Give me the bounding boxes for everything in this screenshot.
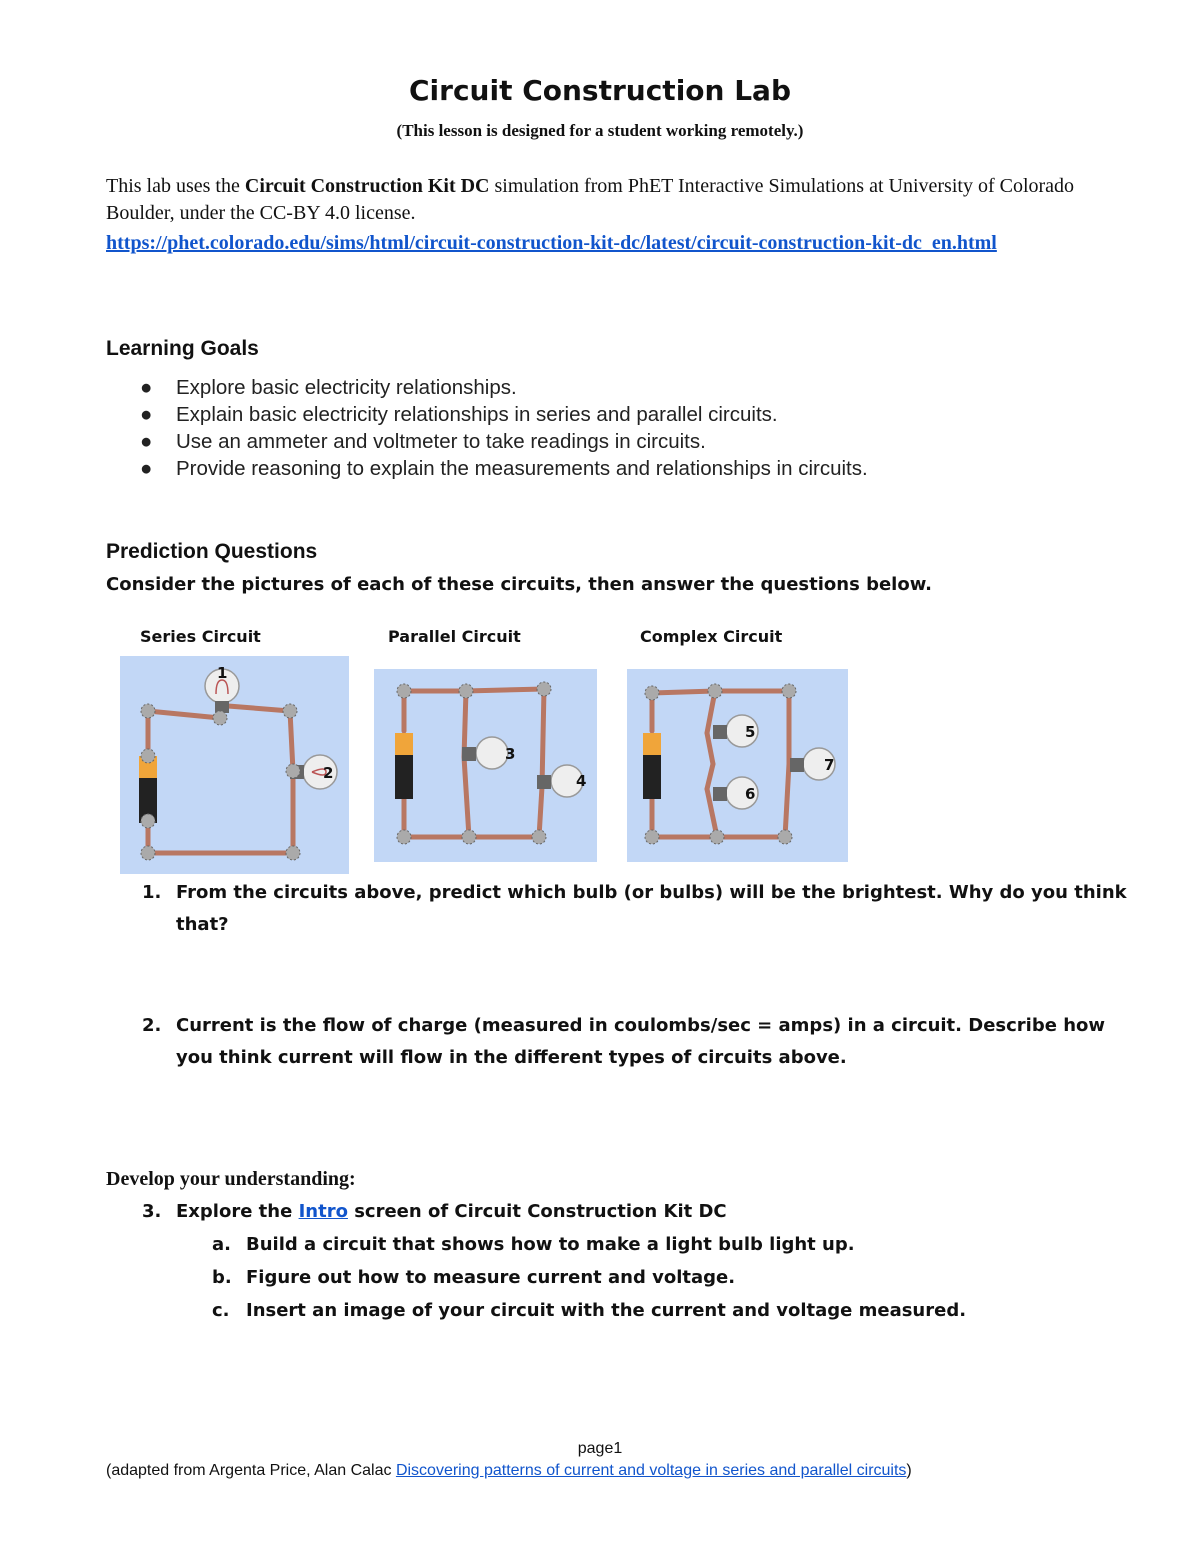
bulb-label: 2 (323, 764, 334, 782)
wires (404, 689, 544, 837)
junctions (397, 682, 551, 844)
goal-text: Explore basic electricity relationships. (176, 376, 517, 399)
battery-icon (395, 733, 413, 799)
series-circuit-diagram (120, 656, 349, 874)
question-text (176, 1201, 727, 1222)
develop-heading: Develop your understanding: (106, 1168, 356, 1190)
goal-text: Explain basic electricity relationships in series and parallel circuits. (176, 403, 778, 426)
complex-circuit-caption: Complex Circuit (640, 627, 783, 646)
list-item (140, 428, 868, 455)
bullet: ● (140, 457, 153, 480)
learning-goals-heading: Learning Goals (106, 337, 259, 360)
wires (652, 691, 789, 837)
bulb-icon (790, 748, 835, 780)
prediction-questions-heading: Prediction Questions (106, 540, 318, 563)
prediction-instructions: Consider the pictures of each of these circuits, then answer the questions below. (106, 574, 933, 595)
intro-text-before: This lab uses the (106, 175, 245, 197)
sim-url-link[interactable]: https://phet.colorado.edu/sims/html/circuit-construction-kit-dc/latest/circuit-construction-kit-dc_en.html (106, 232, 997, 254)
goal-text: Provide reasoning to explain the measurements and relationships in circuits. (176, 457, 868, 480)
bullet: ● (140, 403, 153, 426)
battery-icon (643, 733, 661, 799)
bulb-label: 1 (217, 664, 228, 682)
intro-screen-link[interactable]: Intro (298, 1201, 348, 1222)
footer-credit (106, 1462, 912, 1480)
subitem-c (212, 1300, 967, 1321)
question-text: From the circuits above, predict which bulb (or bulbs) will be the brightest. Why do you think that? (176, 882, 1127, 935)
q3-text-after: screen of Circuit Construction Kit DC (347, 1201, 727, 1222)
bulb-label: 7 (824, 756, 835, 774)
q3-text-before: Explore the (176, 1201, 299, 1222)
question-1 (142, 877, 1132, 941)
question-2 (142, 1010, 1132, 1074)
junctions (141, 704, 300, 860)
parallel-circuit-diagram (374, 669, 597, 862)
bulb-icon (462, 737, 515, 769)
subitem-text: Build a circuit that shows how to make a light bulb light up. (246, 1234, 855, 1255)
bulb-label: 6 (745, 785, 756, 803)
bullet: ● (140, 430, 153, 453)
page-title: Circuit Construction Lab (408, 74, 791, 107)
question-number: 2. (142, 1015, 162, 1036)
subitem-b (212, 1267, 736, 1288)
intro-paragraph (106, 173, 1146, 227)
bulb-label: 3 (505, 745, 516, 763)
subitem-letter: c. (212, 1300, 230, 1321)
bulb-icon (713, 715, 758, 747)
list-item (140, 374, 868, 401)
list-item (140, 455, 868, 482)
credit-source-link[interactable]: Discovering patterns of current and voltage in series and parallel circuits (395, 1462, 907, 1479)
parallel-circuit-caption: Parallel Circuit (388, 627, 521, 646)
subitem-text: Insert an image of your circuit with the current and voltage measured. (246, 1300, 967, 1321)
subitem-text: Figure out how to measure current and voltage. (246, 1267, 736, 1288)
bulb-label: 5 (745, 723, 756, 741)
page-number: page1 (577, 1440, 623, 1457)
series-circuit-caption: Series Circuit (140, 627, 261, 646)
learning-goals-list (140, 374, 868, 482)
credit-text-after: ) (906, 1462, 912, 1479)
sim-name: Circuit Construction Kit DC (244, 175, 490, 197)
bulb-icon (713, 777, 758, 809)
wires (148, 706, 293, 853)
credit-text-before: (adapted from Argenta Price, Alan Calac (106, 1462, 396, 1479)
page-subtitle: (This lesson is designed for a student working remotely.) (396, 121, 804, 140)
junctions (645, 684, 796, 844)
goal-text: Use an ammeter and voltmeter to take readings in circuits. (176, 430, 706, 453)
question-3 (142, 1201, 727, 1222)
question-number: 3. (142, 1201, 162, 1222)
list-item (140, 401, 868, 428)
subitem-letter: a. (212, 1234, 231, 1255)
subitem-letter: b. (212, 1267, 232, 1288)
question-text: Current is the flow of charge (measured in coulombs/sec = amps) in a circuit. Describe how you think current will flow in the different types of circuits above. (176, 1015, 1106, 1068)
complex-circuit-diagram (627, 669, 848, 862)
intro-text-after: simulation from PhET Interactive Simulations at University of Colorado Boulder, under the CC-BY 4.0 license. (106, 175, 1075, 224)
bulb-label: 4 (576, 772, 587, 790)
bullet: ● (140, 376, 153, 399)
subitem-a (212, 1234, 855, 1255)
question-number: 1. (142, 882, 162, 903)
